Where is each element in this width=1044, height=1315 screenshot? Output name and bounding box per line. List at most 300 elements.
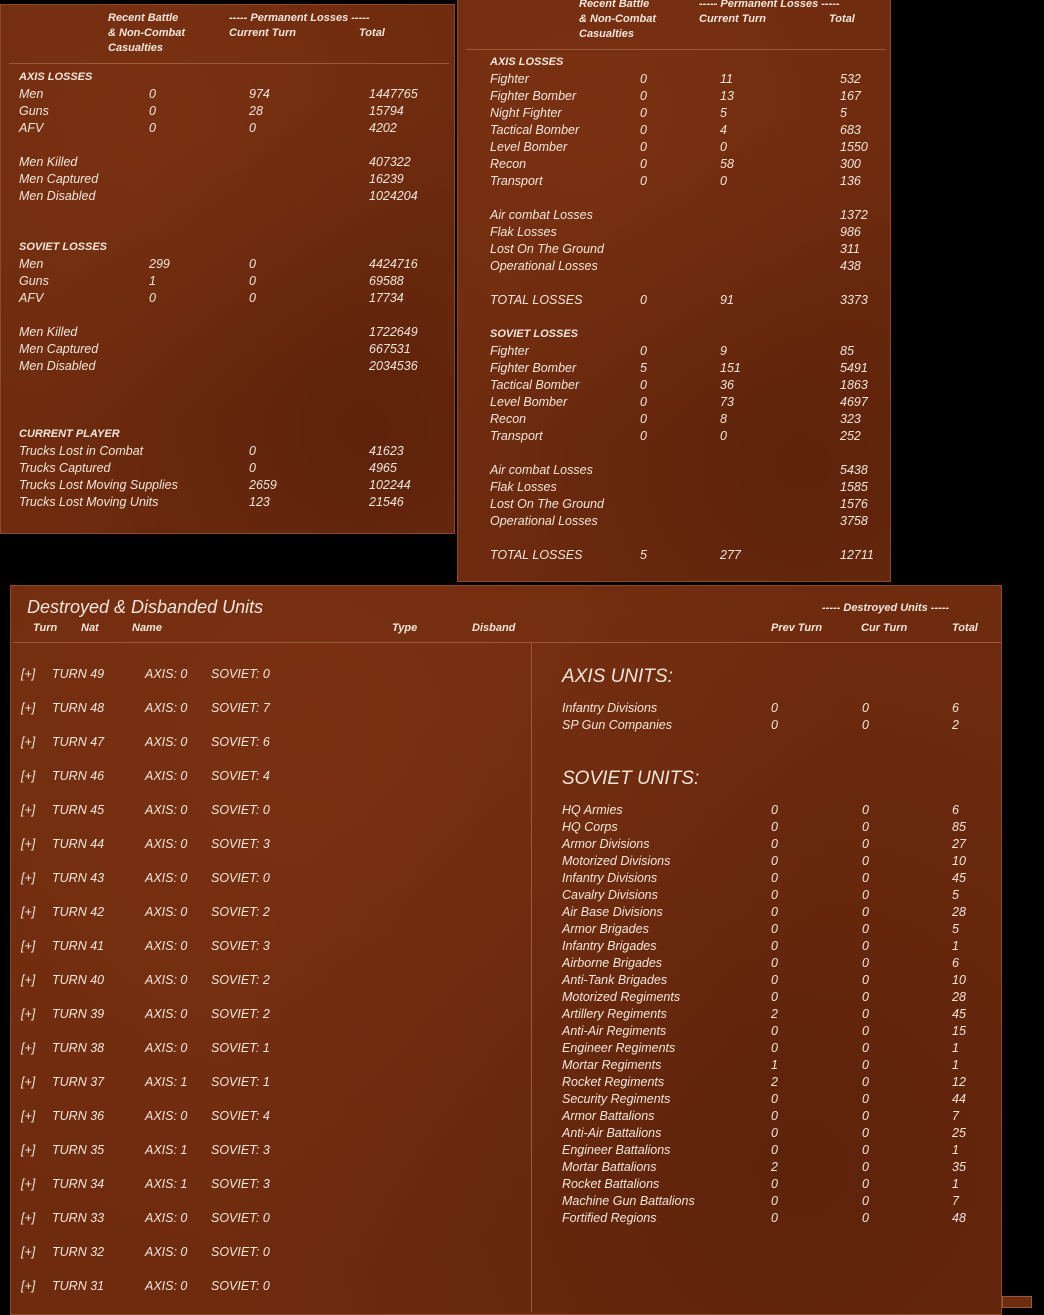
turn-label: TURN 33 <box>52 1211 105 1225</box>
total-value: 17734 <box>369 291 404 305</box>
unit-type-label: Mortar Battalions <box>562 1160 657 1174</box>
total-losses-recent: 0 <box>640 293 647 307</box>
current-turn-header: Current Turn <box>699 13 767 25</box>
cur-turn-value: 0 <box>862 1126 869 1140</box>
aircraft-label: Fighter <box>490 72 529 86</box>
total-value: 2 <box>952 718 959 732</box>
permanent-losses-header: ----- Permanent Losses ----- <box>699 0 840 10</box>
prev-turn-value: 0 <box>771 939 778 953</box>
total-value: 1 <box>952 939 959 953</box>
summary-total: 1372 <box>840 208 868 222</box>
header-divider <box>9 63 449 64</box>
axis-count: AXIS: 0 <box>145 1279 188 1293</box>
cur-turn-value: 0 <box>862 1211 869 1225</box>
total-losses-current: 91 <box>720 293 734 307</box>
summary-label: Air combat Losses <box>490 463 593 477</box>
axis-count: AXIS: 0 <box>145 837 188 851</box>
total-value: 7 <box>952 1194 959 1208</box>
air-losses-panel <box>457 0 891 582</box>
aircraft-label: Fighter Bomber <box>490 361 577 375</box>
recent-battle-header: Recent Battle & Non-Combat Casualties <box>579 0 656 40</box>
total-value: 45 <box>952 1007 966 1021</box>
soviet-section-title: SOVIET LOSSES <box>19 241 108 253</box>
summary-total: 5438 <box>840 463 868 477</box>
unit-type-label: Motorized Divisions <box>562 854 671 868</box>
current-turn-header: Current Turn <box>229 27 297 39</box>
total-losses-label: TOTAL LOSSES <box>490 548 583 562</box>
current-turn-value: 974 <box>249 87 270 101</box>
summary-total: 1576 <box>840 497 868 511</box>
recent-value: 0 <box>640 174 647 188</box>
cur-turn-value: 0 <box>862 888 869 902</box>
axis-count: AXIS: 0 <box>145 803 188 817</box>
axis-count: AXIS: 1 <box>145 1177 188 1191</box>
turn-label: TURN 34 <box>52 1177 105 1191</box>
recent-value: 0 <box>640 89 647 103</box>
unit-type-label: Infantry Brigades <box>562 939 657 953</box>
header-divider <box>13 642 1001 643</box>
recent-battle-header: Recent Battle & Non-Combat Casualties <box>108 12 185 54</box>
unit-type-label: HQ Corps <box>562 820 618 834</box>
current-turn-value: 28 <box>249 104 263 118</box>
total-value: 15794 <box>369 104 404 118</box>
cur-turn-value: 0 <box>862 1109 869 1123</box>
summary-label: Lost On The Ground <box>490 242 604 256</box>
prev-turn-value: 0 <box>771 1211 778 1225</box>
aircraft-label: Recon <box>490 412 527 426</box>
prev-turn-value: 0 <box>771 1143 778 1157</box>
current-turn-value: 0 <box>720 174 727 188</box>
turn-label: TURN 38 <box>52 1041 105 1055</box>
cur-turn-value: 0 <box>862 905 869 919</box>
summary-label: Air combat Losses <box>490 208 593 222</box>
casualty-total: 1722649 <box>369 325 418 339</box>
current-turn-value: 0 <box>249 444 256 458</box>
total-value: 1447765 <box>369 87 418 101</box>
prev-turn-value: 0 <box>771 820 778 834</box>
aircraft-label: Night Fighter <box>490 106 562 120</box>
axis-count: AXIS: 0 <box>145 667 188 681</box>
current-turn-value: 0 <box>249 291 256 305</box>
current-turn-value: 9 <box>720 344 727 358</box>
unit-type-label: Anti-Tank Brigades <box>562 973 668 987</box>
row-label: Men <box>19 87 44 101</box>
expand-toggle[interactable]: [+] <box>21 735 36 749</box>
recent-value: 0 <box>640 412 647 426</box>
axis-count: AXIS: 1 <box>145 1075 188 1089</box>
unit-type-label: Infantry Divisions <box>562 701 658 715</box>
destroyed-units-panel <box>10 585 1002 1315</box>
recent-value: 0 <box>640 140 647 154</box>
casualty-total: 1024204 <box>369 189 418 203</box>
current-turn-value: 123 <box>249 495 270 509</box>
col-disband[interactable]: Disband <box>472 622 516 634</box>
soviet-count: SOVIET: 3 <box>211 837 270 851</box>
total-value: 45 <box>952 871 966 885</box>
total-value: 48 <box>952 1211 966 1225</box>
current-turn-value: 0 <box>249 257 256 271</box>
prev-turn-value: 0 <box>771 1109 778 1123</box>
soviet-count: SOVIET: 1 <box>211 1041 270 1055</box>
soviet-count: SOVIET: 2 <box>211 1007 270 1021</box>
current-turn-value: 8 <box>720 412 727 426</box>
recent-value: 0 <box>149 104 156 118</box>
turn-label: TURN 47 <box>52 735 105 749</box>
unit-type-label: Armor Divisions <box>562 837 650 851</box>
current-turn-value: 4 <box>720 123 727 137</box>
unit-type-label: HQ Armies <box>562 803 623 817</box>
total-losses-current: 277 <box>720 548 741 562</box>
casualty-label: Men Disabled <box>19 359 96 373</box>
soviet-count: SOVIET: 6 <box>211 735 270 749</box>
cur-turn-value: 0 <box>862 990 869 1004</box>
current-turn-value: 5 <box>720 106 727 120</box>
col-name[interactable]: Name <box>132 622 162 634</box>
recent-value: 0 <box>640 157 647 171</box>
turn-label: TURN 45 <box>52 803 105 817</box>
casualty-label: Men Captured <box>19 172 99 186</box>
axis-count: AXIS: 0 <box>145 905 188 919</box>
cur-turn-value: 0 <box>862 939 869 953</box>
prev-turn-value: 0 <box>771 803 778 817</box>
unit-type-label: Armor Battalions <box>562 1109 655 1123</box>
truck-row-label: Trucks Lost in Combat <box>19 444 144 458</box>
permanent-losses-header: ----- Permanent Losses ----- <box>229 12 370 24</box>
expand-toggle[interactable]: [+] <box>21 1041 36 1055</box>
current-turn-value: 0 <box>249 274 256 288</box>
expand-toggle[interactable]: [+] <box>21 837 36 851</box>
row-label: Men <box>19 257 44 271</box>
total-value: 6 <box>952 956 959 970</box>
header-divider <box>466 49 886 50</box>
destroyed-units-header: ----- Destroyed Units ----- <box>822 602 950 614</box>
cur-turn-value: 0 <box>862 1024 869 1038</box>
total-value: 1 <box>952 1143 959 1157</box>
total-value: 15 <box>952 1024 966 1038</box>
unit-type-label: Anti-Air Regiments <box>562 1024 667 1038</box>
casualty-total: 407322 <box>369 155 411 169</box>
row-label: AFV <box>19 121 44 135</box>
expand-toggle[interactable]: [+] <box>21 769 36 783</box>
summary-total: 438 <box>840 259 861 273</box>
prev-turn-value: 0 <box>771 905 778 919</box>
prev-turn-value: 0 <box>771 888 778 902</box>
prev-turn-value: 0 <box>771 1126 778 1140</box>
total-value: 4697 <box>840 395 868 409</box>
recent-value: 1 <box>149 274 156 288</box>
recent-value: 0 <box>640 395 647 409</box>
row-label: AFV <box>19 291 44 305</box>
total-value: 5 <box>952 922 959 936</box>
col-type[interactable]: Type <box>392 622 418 634</box>
total-value: 323 <box>840 412 861 426</box>
expand-toggle[interactable]: [+] <box>21 803 36 817</box>
total-value: 683 <box>840 123 861 137</box>
column-divider <box>531 642 532 1312</box>
prev-turn-value: 0 <box>771 1177 778 1191</box>
unit-type-label: Machine Gun Battalions <box>562 1194 695 1208</box>
total-value: 10 <box>952 973 966 987</box>
prev-turn-value: 0 <box>771 922 778 936</box>
recent-value: 5 <box>640 361 647 375</box>
row-label: Guns <box>19 104 49 118</box>
prev-turn-value: 0 <box>771 956 778 970</box>
unit-type-label: Mortar Regiments <box>562 1058 662 1072</box>
soviet-count: SOVIET: 2 <box>211 973 270 987</box>
expand-toggle[interactable]: [+] <box>21 667 36 681</box>
soviet-count: SOVIET: 0 <box>211 667 270 681</box>
soviet-count: SOVIET: 3 <box>211 1143 270 1157</box>
total-losses-total: 3373 <box>840 293 868 307</box>
total-value: 136 <box>840 174 861 188</box>
total-value: 1 <box>952 1041 959 1055</box>
expand-toggle[interactable]: [+] <box>21 1177 36 1191</box>
turn-label: TURN 40 <box>52 973 105 987</box>
recent-value: 299 <box>149 257 170 271</box>
total-value: 6 <box>952 701 959 715</box>
total-value: 35 <box>952 1160 966 1174</box>
turn-label: TURN 49 <box>52 667 105 681</box>
total-header: Total <box>829 13 855 25</box>
truck-row-label: Trucks Lost Moving Units <box>19 495 159 509</box>
total-value: 1 <box>952 1058 959 1072</box>
turn-label: TURN 32 <box>52 1245 105 1259</box>
prev-turn-value: 0 <box>771 1041 778 1055</box>
total-value: 27 <box>952 837 966 851</box>
truck-row-label: Trucks Captured <box>19 461 111 475</box>
soviet-count: SOVIET: 0 <box>211 1279 270 1293</box>
turn-label: TURN 31 <box>52 1279 105 1293</box>
expand-toggle[interactable]: [+] <box>21 973 36 987</box>
unit-type-label: Fortified Regions <box>562 1211 657 1225</box>
axis-count: AXIS: 0 <box>145 1007 188 1021</box>
total-value: 69588 <box>369 274 404 288</box>
prev-turn-value: 0 <box>771 1194 778 1208</box>
cur-turn-value: 0 <box>862 871 869 885</box>
soviet-count: SOVIET: 7 <box>211 701 270 715</box>
total-value: 7 <box>952 1109 959 1123</box>
aircraft-label: Fighter <box>490 344 529 358</box>
total-losses-recent: 5 <box>640 548 647 562</box>
prev-turn-value: 0 <box>771 871 778 885</box>
expand-toggle[interactable]: [+] <box>21 701 36 715</box>
casualty-label: Men Killed <box>19 155 78 169</box>
col-cur-turn: Cur Turn <box>861 622 908 634</box>
soviet-count: SOVIET: 4 <box>211 1109 270 1123</box>
unit-type-label: Rocket Regiments <box>562 1075 665 1089</box>
cur-turn-value: 0 <box>862 718 869 732</box>
total-header: Total <box>359 27 385 39</box>
cur-turn-value: 0 <box>862 1092 869 1106</box>
cur-turn-value: 0 <box>862 1177 869 1191</box>
summary-label: Lost On The Ground <box>490 497 604 511</box>
total-value: 28 <box>952 990 966 1004</box>
turn-label: TURN 42 <box>52 905 105 919</box>
total-value: 5491 <box>840 361 868 375</box>
cur-turn-value: 0 <box>862 1160 869 1174</box>
axis-count: AXIS: 0 <box>145 735 188 749</box>
total-value: 5 <box>840 106 847 120</box>
unit-type-label: Motorized Regiments <box>562 990 681 1004</box>
total-value: 4202 <box>369 121 397 135</box>
soviet-count: SOVIET: 0 <box>211 803 270 817</box>
total-value: 10 <box>952 854 966 868</box>
expand-toggle[interactable]: [+] <box>21 1279 36 1293</box>
total-value: 5 <box>952 888 959 902</box>
total-value: 252 <box>840 429 861 443</box>
cur-turn-value: 0 <box>862 803 869 817</box>
total-losses-total: 12711 <box>840 548 874 562</box>
total-value: 41623 <box>369 444 404 458</box>
prev-turn-value: 0 <box>771 1024 778 1038</box>
prev-turn-value: 2 <box>771 1075 778 1089</box>
unit-type-label: Engineer Battalions <box>562 1143 671 1157</box>
total-value: 102244 <box>369 478 411 492</box>
aircraft-label: Level Bomber <box>490 395 568 409</box>
summary-label: Operational Losses <box>490 514 598 528</box>
expand-toggle[interactable]: [+] <box>21 1211 36 1225</box>
casualty-label: Men Disabled <box>19 189 96 203</box>
casualty-total: 16239 <box>369 172 404 186</box>
col-prev-turn: Prev Turn <box>771 622 823 634</box>
casualty-label: Men Captured <box>19 342 99 356</box>
axis-count: AXIS: 0 <box>145 871 188 885</box>
total-losses-label: TOTAL LOSSES <box>490 293 583 307</box>
cur-turn-value: 0 <box>862 820 869 834</box>
cur-turn-value: 0 <box>862 922 869 936</box>
summary-label: Operational Losses <box>490 259 598 273</box>
prev-turn-value: 0 <box>771 854 778 868</box>
total-value: 300 <box>840 157 861 171</box>
expand-toggle[interactable]: [+] <box>21 1075 36 1089</box>
turn-label: TURN 36 <box>52 1109 105 1123</box>
cur-turn-value: 0 <box>862 1143 869 1157</box>
unit-type-label: Armor Brigades <box>562 922 649 936</box>
turn-label: TURN 37 <box>52 1075 105 1089</box>
casualty-label: Men Killed <box>19 325 78 339</box>
cur-turn-value: 0 <box>862 1058 869 1072</box>
ground-losses-panel <box>0 4 455 534</box>
total-value: 4965 <box>369 461 397 475</box>
expand-toggle[interactable]: [+] <box>21 939 36 953</box>
summary-total: 311 <box>840 242 860 256</box>
axis-section-title: AXIS LOSSES <box>19 71 93 83</box>
current-turn-value: 11 <box>720 72 733 86</box>
soviet-count: SOVIET: 1 <box>211 1075 270 1089</box>
cur-turn-value: 0 <box>862 701 869 715</box>
current-turn-value: 73 <box>720 395 734 409</box>
total-value: 25 <box>952 1126 966 1140</box>
row-label: Guns <box>19 274 49 288</box>
expand-toggle[interactable]: [+] <box>21 1143 36 1157</box>
axis-count: AXIS: 0 <box>145 1109 188 1123</box>
soviet-count: SOVIET: 2 <box>211 905 270 919</box>
recent-value: 0 <box>149 87 156 101</box>
cur-turn-value: 0 <box>862 973 869 987</box>
unit-type-label: Rocket Battalions <box>562 1177 660 1191</box>
cur-turn-value: 0 <box>862 1041 869 1055</box>
casualty-total: 667531 <box>369 342 411 356</box>
unit-type-label: Air Base Divisions <box>562 905 663 919</box>
unit-type-label: SP Gun Companies <box>562 718 673 732</box>
total-value: 6 <box>952 803 959 817</box>
aircraft-label: Transport <box>490 429 543 443</box>
total-value: 167 <box>840 89 861 103</box>
current-turn-value: 58 <box>720 157 734 171</box>
axis-count: AXIS: 0 <box>145 1245 188 1259</box>
cur-turn-value: 0 <box>862 1075 869 1089</box>
recent-value: 0 <box>149 121 156 135</box>
expand-toggle[interactable]: [+] <box>21 1007 36 1021</box>
aircraft-label: Tactical Bomber <box>490 123 580 137</box>
current-turn-value: 0 <box>720 429 727 443</box>
unit-type-label: Cavalry Divisions <box>562 888 658 902</box>
expand-toggle[interactable]: [+] <box>21 1109 36 1123</box>
axis-count: AXIS: 0 <box>145 1211 188 1225</box>
total-value: 12 <box>952 1075 966 1089</box>
soviet-units-title: SOVIET UNITS: <box>562 768 700 789</box>
turn-label: TURN 44 <box>52 837 105 851</box>
expand-toggle[interactable]: [+] <box>21 871 36 885</box>
panel-title: Destroyed & Disbanded Units <box>27 597 264 617</box>
total-value: 44 <box>952 1092 966 1106</box>
expand-toggle[interactable]: [+] <box>21 905 36 919</box>
current-player-title: CURRENT PLAYER <box>19 428 120 440</box>
axis-count: AXIS: 1 <box>145 1143 188 1157</box>
total-value: 532 <box>840 72 861 86</box>
summary-label: Flak Losses <box>490 480 557 494</box>
total-value: 21546 <box>369 495 404 509</box>
axis-count: AXIS: 0 <box>145 1041 188 1055</box>
cur-turn-value: 0 <box>862 837 869 851</box>
cur-turn-value: 0 <box>862 1194 869 1208</box>
turn-label: TURN 43 <box>52 871 105 885</box>
soviet-count: SOVIET: 0 <box>211 1245 270 1259</box>
expand-toggle[interactable]: [+] <box>21 1245 36 1259</box>
unit-type-label: Infantry Divisions <box>562 871 658 885</box>
unit-type-label: Security Regiments <box>562 1092 671 1106</box>
unit-type-label: Airborne Brigades <box>562 956 663 970</box>
total-value: 1550 <box>840 140 868 154</box>
axis-units-title: AXIS UNITS: <box>562 666 673 687</box>
col-turn[interactable]: Turn <box>33 622 58 634</box>
col-nat[interactable]: Nat <box>81 622 99 634</box>
axis-count: AXIS: 0 <box>145 973 188 987</box>
prev-turn-value: 0 <box>771 990 778 1004</box>
cur-turn-value: 0 <box>862 956 869 970</box>
summary-label: Flak Losses <box>490 225 557 239</box>
cur-turn-value: 0 <box>862 1007 869 1021</box>
axis-count: AXIS: 0 <box>145 939 188 953</box>
soviet-count: SOVIET: 0 <box>211 871 270 885</box>
soviet-count: SOVIET: 3 <box>211 1177 270 1191</box>
resize-handle[interactable] <box>1002 1296 1032 1308</box>
soviet-count: SOVIET: 4 <box>211 769 270 783</box>
axis-count: AXIS: 0 <box>145 769 188 783</box>
total-value: 1 <box>952 1177 959 1191</box>
casualty-total: 2034536 <box>369 359 418 373</box>
current-turn-value: 0 <box>249 461 256 475</box>
aircraft-label: Level Bomber <box>490 140 568 154</box>
current-turn-value: 13 <box>720 89 734 103</box>
axis-section-title: AXIS LOSSES <box>490 56 564 68</box>
soviet-count: SOVIET: 0 <box>211 1211 270 1225</box>
recent-value: 0 <box>640 429 647 443</box>
recent-value: 0 <box>640 123 647 137</box>
aircraft-label: Transport <box>490 174 543 188</box>
turn-label: TURN 46 <box>52 769 105 783</box>
current-turn-value: 0 <box>720 140 727 154</box>
